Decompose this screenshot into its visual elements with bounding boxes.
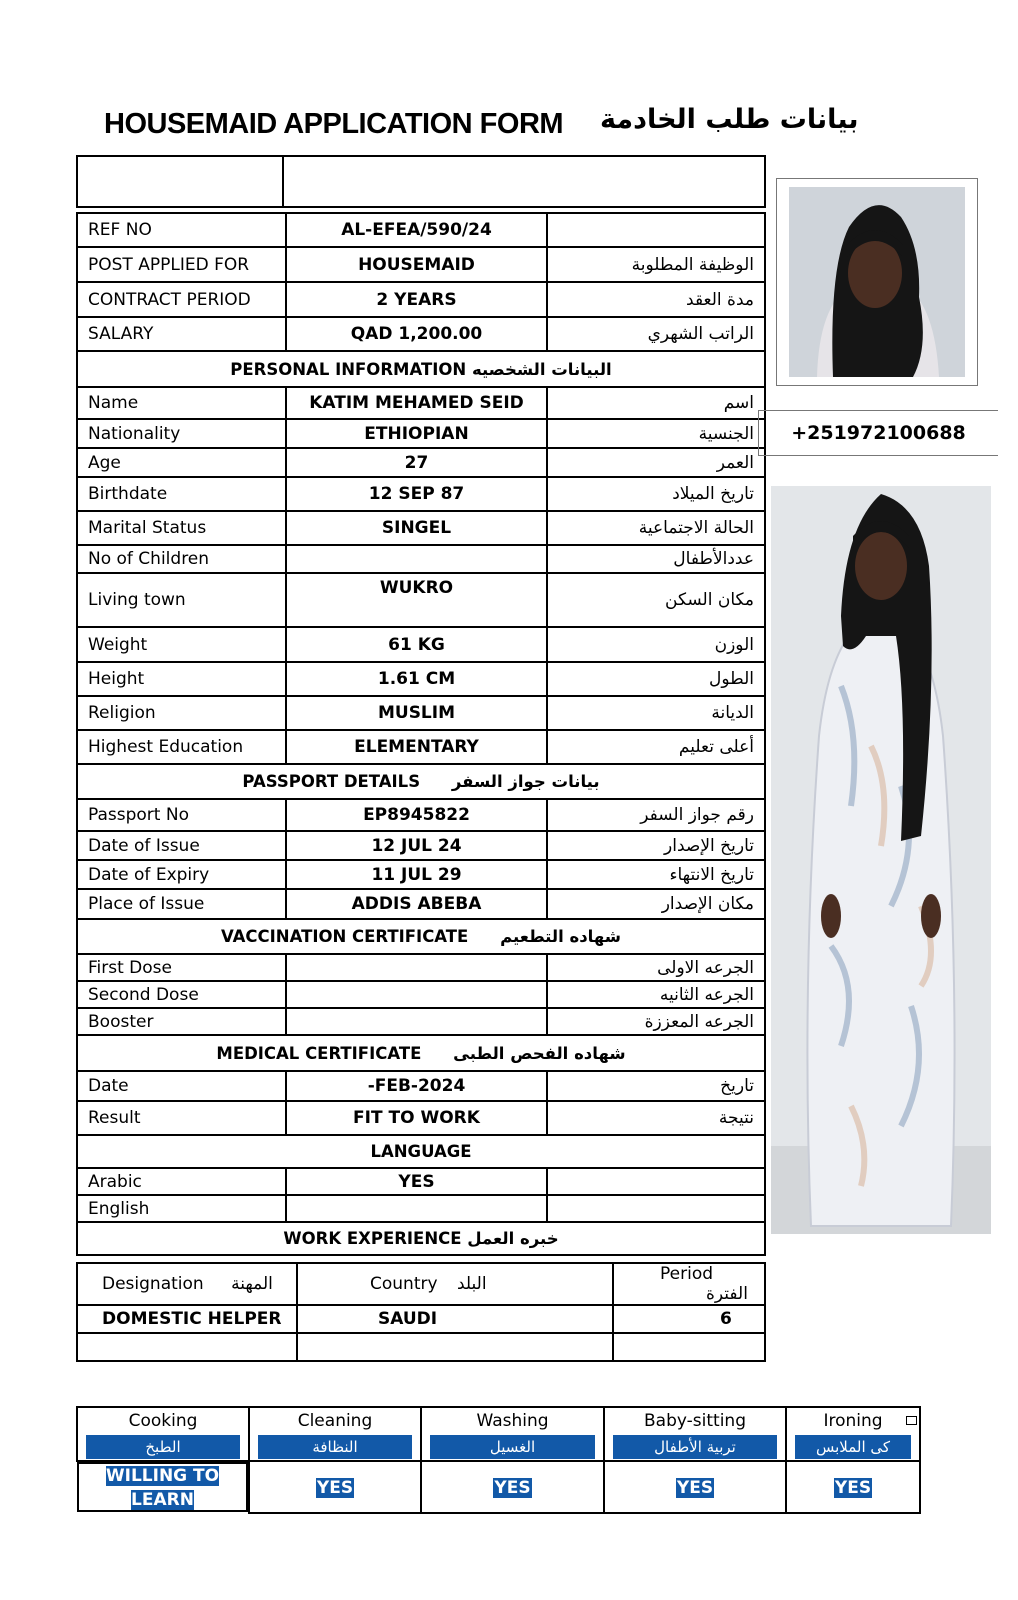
checkbox-icon xyxy=(906,1416,917,1425)
form-title: HOUSEMAID APPLICATION FORM xyxy=(104,108,564,140)
value: FIT TO WORK xyxy=(286,1101,547,1135)
skill-label: Baby-sitting xyxy=(644,1411,746,1431)
skill-cooking xyxy=(77,1407,249,1461)
row-booster xyxy=(77,1008,765,1035)
row-english xyxy=(77,1195,765,1222)
section-title-ar: شهاده الفحص الطبى xyxy=(453,1043,626,1063)
label-ar: تاريخ الميلاد xyxy=(547,477,765,511)
value: 11 JUL 29 xyxy=(286,860,547,889)
label: Age xyxy=(77,448,286,477)
label: Religion xyxy=(77,696,286,730)
section-title: WORK EXPERIENCE xyxy=(283,1229,462,1248)
value: AL-EFEA/590/24 xyxy=(286,213,547,247)
work-header-row xyxy=(77,1263,765,1305)
label-ar: مدة العقد xyxy=(547,282,765,317)
willing-to-learn xyxy=(77,1462,248,1512)
label: Marital Status xyxy=(77,511,286,545)
period-header: Period xyxy=(660,1264,714,1284)
value: SINGEL xyxy=(286,511,547,545)
skill-ironing xyxy=(786,1407,920,1461)
row-name xyxy=(77,387,765,419)
label: Living town xyxy=(77,573,286,627)
value xyxy=(286,1195,547,1222)
skills-header-row xyxy=(77,1407,920,1461)
section-title: VACCINATION CERTIFICATE xyxy=(221,927,469,946)
section-title-ar: شهاده التطعيم xyxy=(500,927,621,946)
skill-washing xyxy=(421,1407,604,1461)
period-header-ar: الفترة xyxy=(706,1284,748,1304)
value: 27 xyxy=(286,448,547,477)
row-birthdate xyxy=(77,477,765,511)
section-vaccination xyxy=(77,919,765,954)
application-table xyxy=(76,212,766,1256)
designation-header-ar: المهنة xyxy=(231,1274,273,1294)
skill-label-ar: النظافة xyxy=(258,1435,412,1459)
label-ar: تاريخ xyxy=(547,1071,765,1101)
row-education xyxy=(77,730,765,764)
portrait-illustration xyxy=(789,187,965,377)
value: KATIM MEHAMED SEID xyxy=(286,387,547,419)
label: Birthdate xyxy=(77,477,286,511)
cleaning-value: YES xyxy=(316,1478,354,1498)
label-ar: اسم xyxy=(547,387,765,419)
value: YES xyxy=(286,1168,547,1195)
row-post xyxy=(77,247,765,282)
label: Highest Education xyxy=(77,730,286,764)
label-ar: الجرعه الثانيه xyxy=(547,981,765,1008)
row-issue-place xyxy=(77,889,765,919)
label-ar: الديانة xyxy=(547,696,765,730)
row-age xyxy=(77,448,765,477)
country-header: Country xyxy=(370,1274,438,1294)
label: POST APPLIED FOR xyxy=(77,247,286,282)
label-ar: الراتب الشهري xyxy=(547,317,765,351)
value: QAD 1,200.00 xyxy=(286,317,547,351)
value xyxy=(286,981,547,1008)
work-experience-table xyxy=(76,1262,766,1362)
label: English xyxy=(77,1195,286,1222)
row-nationality xyxy=(77,419,765,448)
section-title: MEDICAL CERTIFICATE xyxy=(216,1043,422,1063)
label-ar: الجرعه الاولى xyxy=(547,954,765,981)
label-ar: الطول xyxy=(547,662,765,696)
label: Nationality xyxy=(77,419,286,448)
section-passport xyxy=(77,764,765,799)
phone-number: +251972100688 xyxy=(758,410,998,456)
designation-value: DOMESTIC HELPER xyxy=(77,1305,297,1333)
value xyxy=(286,954,547,981)
row-ref-no xyxy=(77,213,765,247)
willing-label-line2: LEARN xyxy=(131,1490,194,1510)
section-title-ar: خبره العمل xyxy=(467,1229,559,1248)
work-row xyxy=(77,1305,765,1333)
skills-value-row xyxy=(77,1461,920,1513)
label: Name xyxy=(77,387,286,419)
country-header-ar: البلد xyxy=(456,1274,487,1294)
skill-baby-sitting xyxy=(604,1407,786,1461)
baby-sitting-value: YES xyxy=(676,1478,714,1498)
full-body-illustration xyxy=(771,486,991,1234)
label: Date xyxy=(77,1071,286,1101)
label-ar: الجنسية xyxy=(547,419,765,448)
label-ar xyxy=(547,1195,765,1222)
value xyxy=(286,1008,547,1035)
value: MUSLIM xyxy=(286,696,547,730)
value xyxy=(286,545,547,573)
label: Booster xyxy=(77,1008,286,1035)
label: No of Children xyxy=(77,545,286,573)
value: HOUSEMAID xyxy=(286,247,547,282)
skill-label-ar: تربية الأطفال xyxy=(613,1435,777,1459)
top-blank-box xyxy=(76,155,766,208)
country-value: SAUDI xyxy=(297,1305,613,1333)
section-work xyxy=(77,1222,765,1255)
work-row-empty xyxy=(77,1333,765,1361)
skills-table xyxy=(76,1406,921,1514)
skill-label-ar: كى الملابس xyxy=(795,1435,911,1459)
value: EP8945822 xyxy=(286,799,547,831)
label-ar: الوظيفة المطلوبة xyxy=(547,247,765,282)
skill-label: Cooking xyxy=(128,1411,198,1431)
value: ELEMENTARY xyxy=(286,730,547,764)
label: CONTRACT PERIOD xyxy=(77,282,286,317)
skill-label-ar: الغسيل xyxy=(430,1435,595,1459)
label-ar: مكان السكن xyxy=(547,573,765,627)
row-religion xyxy=(77,696,765,730)
row-arabic xyxy=(77,1168,765,1195)
section-title: LANGUAGE xyxy=(77,1135,765,1168)
value: 61 KG xyxy=(286,627,547,662)
label-ar xyxy=(547,213,765,247)
value: ADDIS ABEBA xyxy=(286,889,547,919)
washing-value: YES xyxy=(494,1478,531,1498)
row-weight xyxy=(77,627,765,662)
ironing-value: YES xyxy=(834,1478,872,1498)
label-ar: رقم جواز السفر xyxy=(547,799,765,831)
section-title: PERSONAL INFORMATION xyxy=(230,359,467,379)
willing-label-line1: WILLING TO xyxy=(105,1466,220,1486)
row-first-dose xyxy=(77,954,765,981)
label: Arabic xyxy=(77,1168,286,1195)
portrait-photo xyxy=(776,178,978,386)
row-contract xyxy=(77,282,765,317)
section-medical xyxy=(77,1035,765,1071)
full-body-photo xyxy=(771,486,991,1234)
label: REF NO xyxy=(77,213,286,247)
section-title-ar: بيانات جواز السفر xyxy=(451,772,600,791)
label: First Dose xyxy=(77,954,286,981)
skill-label: Ironing xyxy=(823,1411,883,1431)
row-passport-no xyxy=(77,799,765,831)
value: WUKRO xyxy=(286,573,547,627)
label: Height xyxy=(77,662,286,696)
section-personal xyxy=(77,351,765,387)
row-children xyxy=(77,545,765,573)
skill-label: Cleaning xyxy=(297,1411,373,1431)
section-title: PASSPORT DETAILS xyxy=(242,772,421,791)
value: 2 YEARS xyxy=(286,282,547,317)
value: ETHIOPIAN xyxy=(286,419,547,448)
label-ar: العمر xyxy=(547,448,765,477)
row-marital xyxy=(77,511,765,545)
label-ar: الحالة الاجتماعية xyxy=(547,511,765,545)
label-ar: مكان الإصدار xyxy=(547,889,765,919)
label: Result xyxy=(77,1101,286,1135)
skill-label: Washing xyxy=(476,1411,549,1431)
label: Second Dose xyxy=(77,981,286,1008)
row-medical-date xyxy=(77,1071,765,1101)
row-living-town xyxy=(77,573,765,627)
label-ar: عددالأطفال xyxy=(547,545,765,573)
row-expiry-date xyxy=(77,860,765,889)
row-medical-result xyxy=(77,1101,765,1135)
section-language xyxy=(77,1135,765,1168)
label-ar: أعلى تعليم xyxy=(547,730,765,764)
label: Passport No xyxy=(77,799,286,831)
value: 12 SEP 87 xyxy=(286,477,547,511)
label-ar: الوزن xyxy=(547,627,765,662)
value: 12 JUL 24 xyxy=(286,831,547,860)
row-height xyxy=(77,662,765,696)
label-ar xyxy=(547,1168,765,1195)
label-ar: الجرعه المعززة xyxy=(547,1008,765,1035)
row-issue-date xyxy=(77,831,765,860)
period-value: 6 xyxy=(613,1305,765,1333)
label: Date of Issue xyxy=(77,831,286,860)
skill-label-ar: الطبخ xyxy=(86,1435,240,1459)
skill-cleaning xyxy=(249,1407,421,1461)
label: Weight xyxy=(77,627,286,662)
label-ar: تاريخ الإصدار xyxy=(547,831,765,860)
row-salary xyxy=(77,317,765,351)
label-ar: تاريخ الانتهاء xyxy=(547,860,765,889)
form-title-arabic: بيانات طلب الخادمة xyxy=(600,104,859,135)
value: -FEB-2024 xyxy=(286,1071,547,1101)
section-title-ar: البيانات الشخصيه xyxy=(471,359,612,379)
label-ar: نتيجة xyxy=(547,1101,765,1135)
value: 1.61 CM xyxy=(286,662,547,696)
row-second-dose xyxy=(77,981,765,1008)
designation-header: Designation xyxy=(102,1274,204,1294)
label: Date of Expiry xyxy=(77,860,286,889)
label: SALARY xyxy=(77,317,286,351)
label: Place of Issue xyxy=(77,889,286,919)
